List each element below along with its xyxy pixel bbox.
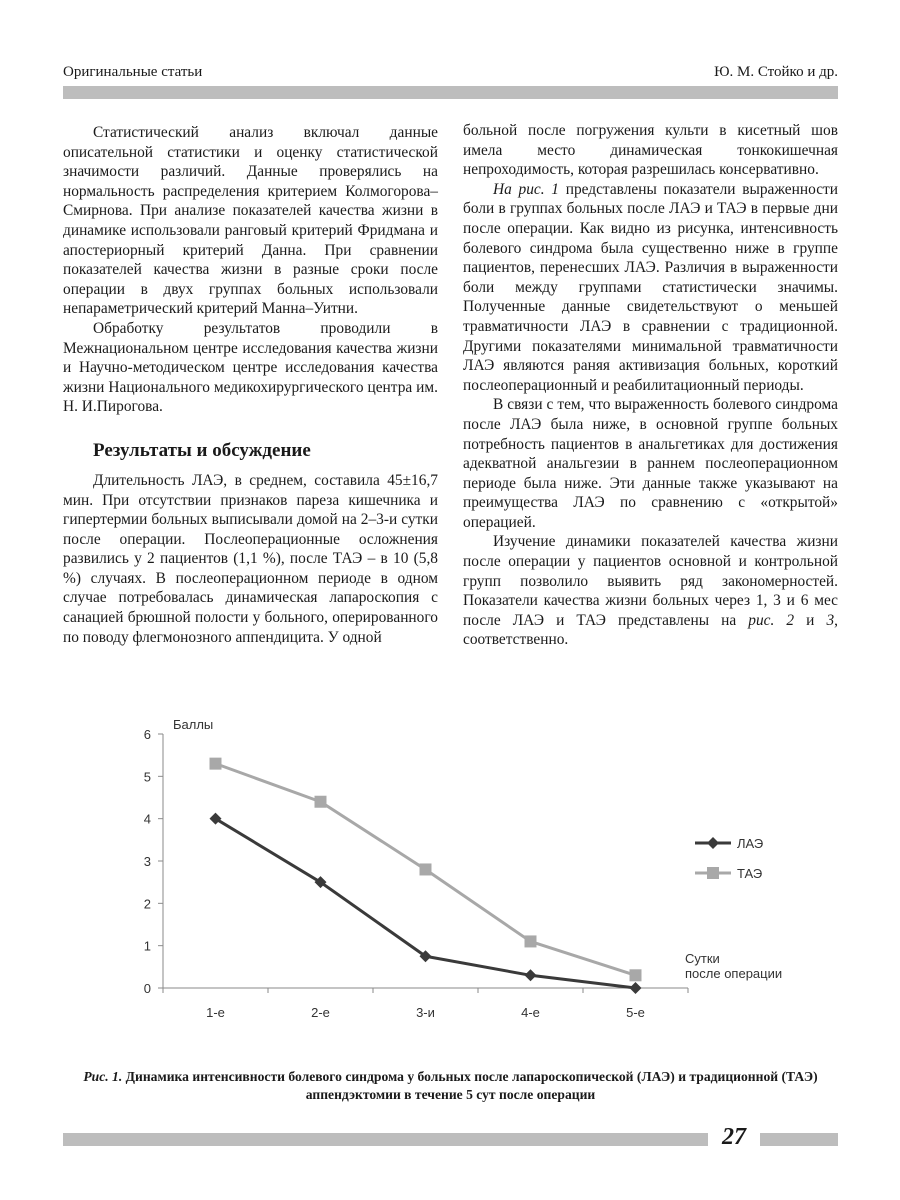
y-tick-label: 1 bbox=[143, 938, 151, 954]
figure-2-reference: рис. 2 bbox=[748, 611, 795, 629]
quality-of-life-paragraph bbox=[463, 532, 838, 650]
y-tick-label: 0 bbox=[143, 981, 151, 996]
x-tick-label: 3-и bbox=[416, 1005, 435, 1020]
y-tick-label: 3 bbox=[143, 854, 151, 869]
running-header bbox=[63, 64, 838, 84]
section-heading: Результаты и обсуждение bbox=[93, 439, 311, 461]
figure-3-reference: 3 bbox=[826, 611, 835, 629]
y-tick-label: 6 bbox=[143, 727, 151, 742]
x-tick-label: 1-е bbox=[206, 1005, 225, 1020]
methods-paragraph: Статистический анализ включал данные описательной статистики и оценку статистической значимости различий. Данные проверялись на нормальность распределения критерием Колмогорова–Смирнова. При анализе показателей качества жизни в динамике использовали ранговый критерий Фридмана и апостериорный критерий Данна. При сравнении показателей качества жизни в разные сроки после операции в двух группах больных использовали непараметрический критерий Манна–Уитни. bbox=[63, 124, 438, 318]
figure-discussion-paragraph bbox=[463, 180, 838, 396]
y-tick-label: 5 bbox=[143, 769, 151, 785]
section-title: Оригинальные статьи bbox=[63, 64, 203, 80]
x-tick-label: 2-е bbox=[311, 1005, 330, 1020]
figure-caption bbox=[63, 1068, 838, 1104]
legend-marker-square bbox=[707, 867, 719, 879]
caption-text: Динамика интенсивности болевого синдрома у больных после лапароскопической (ЛАЭ) и традиционной (ТАЭ) аппендэктомии в течение 5 сут после операции bbox=[122, 1069, 818, 1102]
legend-label: ТАЭ bbox=[737, 866, 763, 881]
results-paragraph: Длительность ЛАЭ, в среднем, составила 45±16,7 мин. При отсутствии признаков пареза кишечника и гипертермии больных выписывали домой на 2–3-и сутки после операции. Послеоперационные осложнения развились у 2 пациентов (1,1 %), после ТАЭ – в 10 (5,8 %) случаях. В послеоперационном периоде в одном случае потребовалась динамическая лапароскопия с санацией брюшной полости у больного, оперированного по поводу флегмонозного аппендицита. У одной bbox=[63, 471, 438, 646]
data-point-square bbox=[630, 969, 642, 981]
data-point-square bbox=[420, 863, 432, 875]
x-axis-title: после операции bbox=[685, 966, 783, 981]
page-number: 27 bbox=[722, 1124, 746, 1150]
data-point-square bbox=[315, 796, 327, 808]
x-axis-title: Сутки bbox=[685, 951, 720, 966]
footer-rule-right bbox=[760, 1133, 838, 1146]
y-tick-label: 4 bbox=[143, 811, 151, 827]
figure-discussion-text: представлены показатели выраженности боли в группах больных после ЛАЭ и ТАЭ в первые дни после операции. Как видно из рисунка, интенсивность болевого синдрома была существенно ниже в группе пациентов, перенесших ЛАЭ. Различия в выраженности боли между группами статистически значимы. Полученные данные свидетельствуют о меньшей травматичности ЛАЭ в сравнении с традиционной. Другими показателями минимальной травматичности ЛАЭ являются раняя активизация больных, короткий послеоперационный и реабилитационный периоды. bbox=[463, 180, 838, 394]
y-axis-title: Баллы bbox=[173, 717, 214, 732]
header-rule bbox=[63, 86, 838, 99]
qol-ending: , соответственно. bbox=[463, 611, 838, 649]
y-tick-label: 2 bbox=[143, 896, 151, 912]
legend-label: ЛАЭ bbox=[737, 836, 764, 851]
continuation-paragraph: больной после погружения культи в кисетный шов имела место динамическая тонкокишечная непроходимость, которая разрешилась консервативно. bbox=[463, 122, 838, 179]
x-tick-label: 4-е bbox=[521, 1005, 540, 1020]
qol-text: Изучение динамики показателей качества жизни после операции у пациентов основной и контрольной групп позволило выявить ряд закономерностей. Показатели качества жизни больных через 1, 3 и 6 мес после ЛАЭ и ТАЭ представлены на bbox=[463, 533, 838, 629]
figure-1-chart bbox=[123, 713, 835, 1035]
x-tick-label: 5-е bbox=[626, 1005, 645, 1020]
footer-rule bbox=[63, 1133, 708, 1146]
left-column bbox=[63, 123, 438, 647]
data-point-square bbox=[525, 935, 537, 947]
line-chart bbox=[123, 713, 835, 1035]
data-point-square bbox=[210, 758, 222, 770]
analgesia-paragraph: В связи с тем, что выраженность болевого синдрома после ЛАЭ была ниже, в основной группе больных потребность пациентов в анальгетиках для достижения адекватной анальгезии в раннем послеоперационном периоде была ниже. Эти данные также указывают на преимущества ЛАЭ по сравнению с «открытой» операцией. bbox=[463, 396, 838, 531]
caption-label: Рис. 1. bbox=[83, 1069, 123, 1084]
processing-paragraph: Обработку результатов проводили в Межнациональном центре исследования качества жизни и Научно-методическом центре исследования качества жизни Национального медикохирургического центра им. Н. И.Пирогова. bbox=[63, 319, 438, 416]
right-column bbox=[463, 121, 838, 650]
authors: Ю. М. Стойко и др. bbox=[714, 64, 838, 80]
qol-connector: и bbox=[794, 611, 827, 629]
figure-reference: На рис. 1 bbox=[493, 180, 559, 198]
